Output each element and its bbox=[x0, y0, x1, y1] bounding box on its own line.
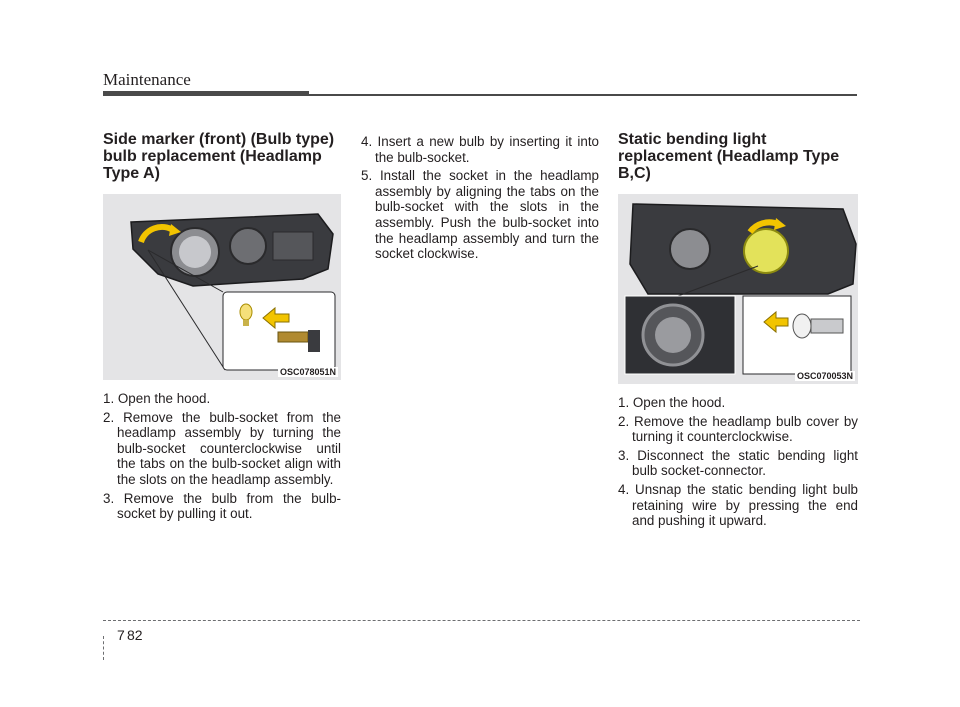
figure-code: OSC078051N bbox=[279, 367, 336, 377]
step-item: 1. Open the hood. bbox=[618, 395, 726, 410]
section-heading-side-marker: Side marker (front) (Bulb type) bulb replacement (Headlamp Type A) bbox=[103, 131, 335, 182]
figure-headlamp-type-bc bbox=[618, 194, 858, 384]
step-item: 4. Unsnap the static bending light bulb retaining wire by pressing the end and pushing it upward. bbox=[618, 481, 858, 529]
figure-headlamp-type-a bbox=[103, 194, 341, 380]
step-item: 2. Remove the bulb-socket from the headlamp assembly by turning the bulb-socket counterclockwise until the tabs on the bulb-socket align with the slots on the headlamp assembly. bbox=[103, 409, 341, 487]
left-column bbox=[103, 131, 341, 525]
chapter-number: 7 bbox=[117, 627, 125, 643]
step-item: 1. Open the hood. bbox=[103, 391, 211, 406]
step-item: 4. Insert a new bulb by inserting it into the bulb-socket. bbox=[361, 134, 599, 165]
steps-list bbox=[361, 134, 599, 262]
step-item: 5. Install the socket in the headlamp assembly by aligning the tabs on the bulb-socket with the slots in the assembly. Push the bulb-socket into the headlamp assembly and turn the socket clockwise. bbox=[361, 168, 599, 262]
header-rule-thick bbox=[103, 91, 309, 96]
section-heading-static-bending: Static bending light replacement (Headlamp Type B,C) bbox=[618, 131, 840, 182]
page-number: 82 bbox=[127, 627, 143, 643]
page-header-title: Maintenance bbox=[103, 70, 191, 89]
middle-column bbox=[361, 134, 599, 265]
steps-list bbox=[103, 391, 341, 522]
step-item: 3. Disconnect the static bending light bulb socket-connector. bbox=[618, 447, 858, 479]
steps-list bbox=[618, 395, 858, 529]
footer-rule bbox=[103, 620, 860, 621]
step-item: 3. Remove the bulb from the bulb-socket by pulling it out. bbox=[103, 490, 341, 522]
step-item: 2. Remove the headlamp bulb cover by turning it counterclockwise. bbox=[618, 413, 858, 445]
right-column bbox=[618, 131, 858, 532]
figure-code: OSC070053N bbox=[796, 371, 853, 381]
header-rule-thin bbox=[309, 94, 857, 96]
headlamp-illustration bbox=[103, 194, 341, 380]
headlamp-illustration bbox=[618, 194, 858, 384]
footer-divider bbox=[103, 636, 104, 660]
